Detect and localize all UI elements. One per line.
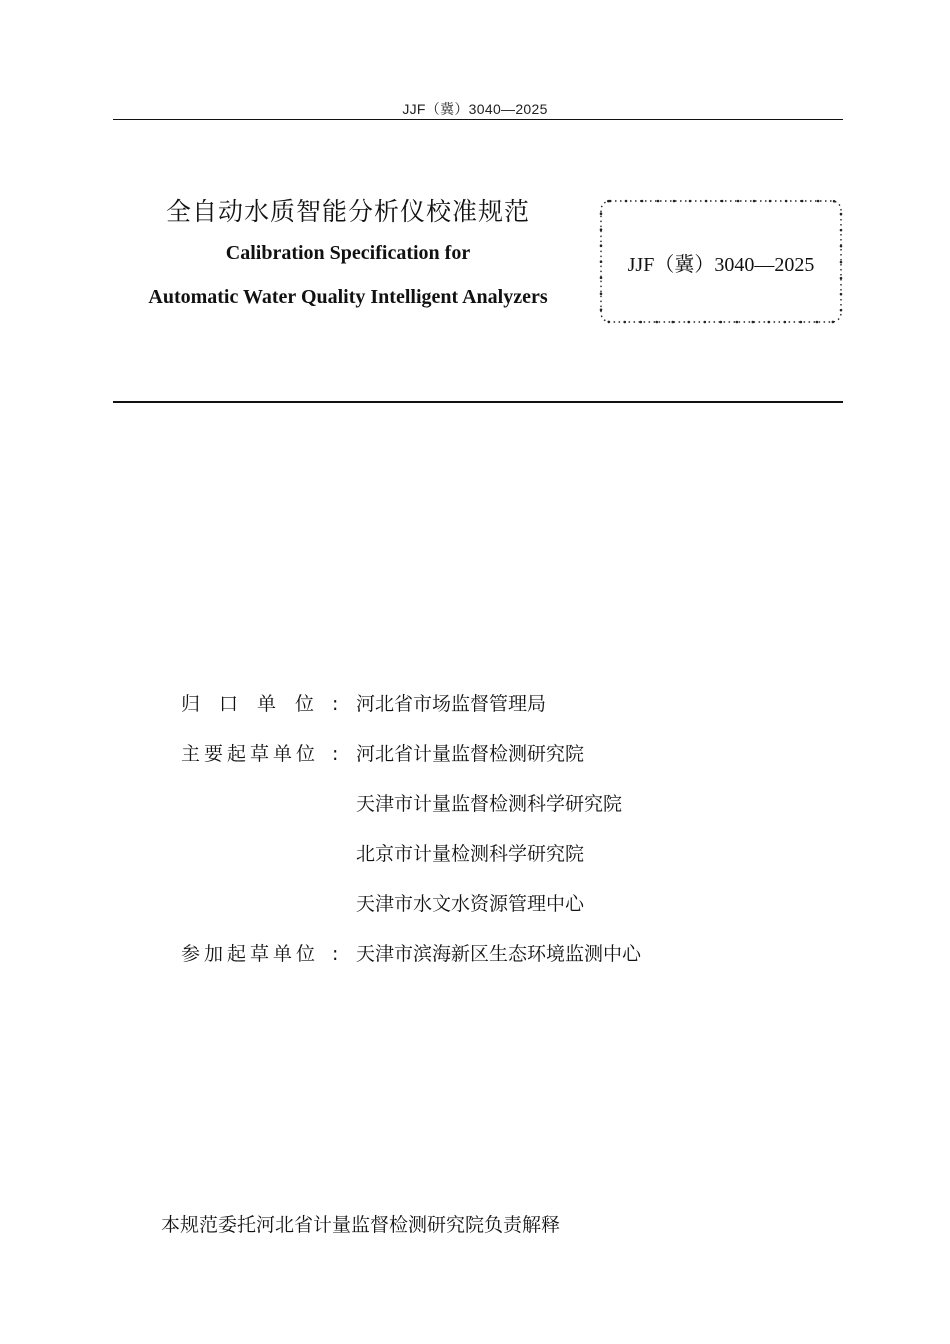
main-drafter-label: 主要起草单位 — [181, 743, 320, 765]
participating-drafter-value: 天津市滨海新区生态环境监测中心 — [356, 943, 642, 965]
spec-code-text: JJF（冀）3040—2025 — [627, 254, 815, 276]
label-colon: : — [332, 943, 339, 965]
participating-drafter-label: 参加起草单位 — [181, 943, 320, 965]
label-colon: : — [332, 743, 339, 765]
centralized-unit-value: 河北省市场监督管理局 — [356, 693, 547, 715]
main-drafter-value: 天津市计量监督检测科学研究院 — [356, 793, 623, 815]
main-drafter-value: 北京市计量检测科学研究院 — [356, 843, 585, 865]
centralized-unit-label: 归口单位 — [181, 693, 334, 715]
running-header-code: JJF（冀）3040—2025 — [402, 101, 548, 117]
label-colon: : — [332, 693, 339, 715]
main-drafter-value: 河北省计量监督检测研究院 — [356, 743, 585, 765]
title-english-line1: Calibration Specification for — [225, 242, 471, 264]
title-english-line2: Automatic Water Quality Intelligent Analyzers — [148, 286, 548, 308]
interpretation-note: 本规范委托河北省计量监督检测研究院负责解释 — [161, 1214, 561, 1236]
header-rule — [113, 119, 843, 120]
section-rule — [113, 401, 843, 403]
spec-code-box — [599, 199, 843, 324]
main-drafter-value: 天津市水文水资源管理中心 — [356, 893, 585, 915]
title-chinese: 全自动水质智能分析仪校准规范 — [165, 197, 530, 226]
